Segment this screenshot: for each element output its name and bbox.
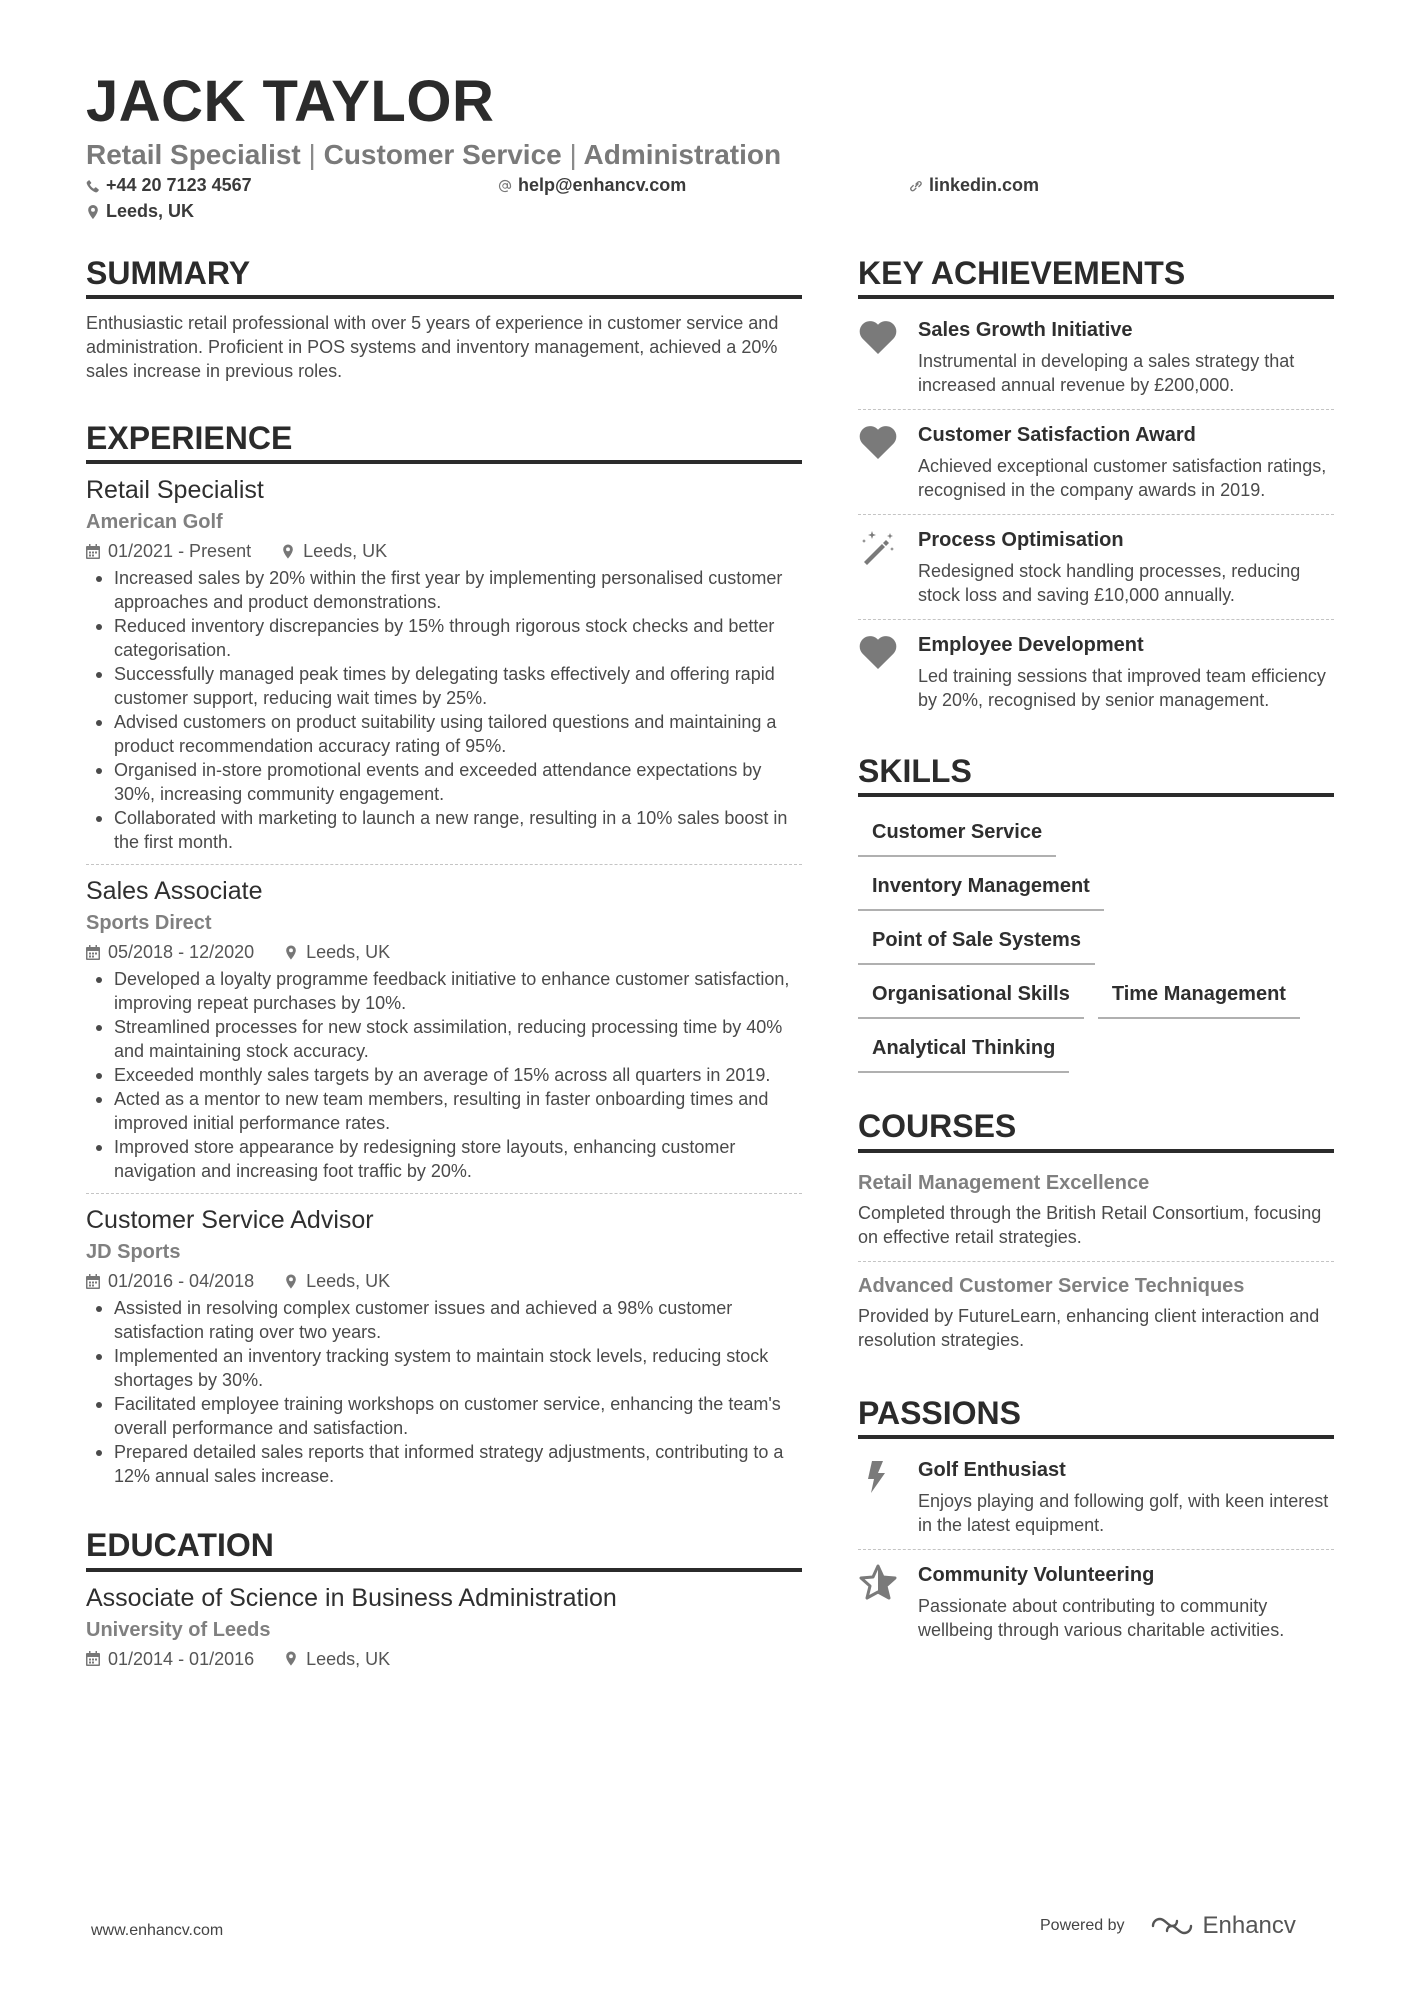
- job-location: Leeds, UK: [306, 1271, 391, 1292]
- email-contact[interactable]: [498, 175, 686, 196]
- passion-desc: Passionate about contributing to community wellbeing through various charitable activities.: [918, 1595, 1285, 1640]
- degree-title: Associate of Science in Business Administration: [86, 1583, 617, 1612]
- calendar-icon: [86, 1651, 100, 1666]
- footer-branding: [1040, 1912, 1296, 1940]
- job-bullets: [86, 1296, 802, 1488]
- course-title: Advanced Customer Service Techniques: [858, 1274, 1245, 1297]
- candidate-name: JACK TAYLOR: [86, 69, 495, 134]
- education-location-wrap: [284, 1646, 390, 1672]
- achievements-list: [858, 305, 1334, 724]
- job-company: Sports Direct: [86, 912, 212, 935]
- achievement-item: [858, 514, 1334, 619]
- job-entry: [86, 864, 802, 1183]
- linkedin-contact[interactable]: [909, 175, 1039, 196]
- magic-wand-icon: [858, 529, 898, 565]
- skill-tag: Analytical Thinking: [858, 1023, 1069, 1073]
- passion-item: [858, 1549, 1334, 1654]
- skill-tag: Time Management: [1098, 969, 1300, 1019]
- job-title: Retail Specialist: [86, 476, 264, 505]
- education-location: Leeds, UK: [306, 1648, 391, 1669]
- job-entry: [86, 1193, 802, 1488]
- job-bullet: Reduced inventory discrepancies by 15% through rigorous stock checks and better categorisation.: [86, 614, 802, 662]
- passions-list: [858, 1445, 1334, 1654]
- achievement-item: [858, 305, 1334, 409]
- map-pin-icon: [284, 945, 298, 960]
- job-bullet: Exceeded monthly sales targets by an average of 15% across all quarters in 2019.: [86, 1063, 802, 1087]
- course-item: [858, 1261, 1334, 1364]
- job-company: JD Sports: [86, 1241, 181, 1264]
- experience-list: [86, 464, 802, 1488]
- job-entry: [86, 464, 802, 854]
- job-dates-wrap: [86, 1268, 254, 1294]
- education-entry: [86, 1572, 802, 1672]
- skill-tag: Point of Sale Systems: [858, 915, 1095, 965]
- skills-list: [858, 797, 1334, 1077]
- email-address: help@enhancv.com: [518, 175, 687, 196]
- left-column: [86, 256, 802, 1672]
- education-dates: 01/2014 - 01/2016: [108, 1648, 255, 1669]
- achievement-icon-wrap: [858, 420, 902, 502]
- linkedin-url: linkedin.com: [929, 175, 1040, 196]
- headline-separator: |: [569, 138, 577, 170]
- achievement-icon-wrap: [858, 315, 902, 397]
- powered-by-label: Powered by: [1040, 1917, 1125, 1934]
- job-bullet: Advised customers on product suitability using tailored questions and maintaining a product recommendation accuracy rating of 95%.: [86, 710, 802, 758]
- contact-info: [86, 175, 1334, 231]
- enhancv-logo-icon: [1149, 1914, 1195, 1938]
- achievement-title: Customer Satisfaction Award: [918, 424, 1196, 447]
- achievement-icon-wrap: [858, 525, 902, 607]
- job-bullet: Developed a loyalty programme feedback initiative to enhance customer satisfaction, improving repeat purchases by 10%.: [86, 967, 802, 1015]
- job-meta: [86, 1268, 802, 1294]
- skill-tag: Customer Service: [858, 807, 1056, 857]
- footer-website[interactable]: www.enhancv.com: [91, 1922, 224, 1939]
- courses-list: [858, 1159, 1334, 1364]
- map-pin-icon: [281, 544, 295, 559]
- job-dates: 05/2018 - 12/2020: [108, 942, 255, 963]
- star-icon: [858, 1564, 898, 1600]
- passion-icon-wrap: [858, 1560, 902, 1642]
- passion-title: Golf Enthusiast: [918, 1458, 1066, 1481]
- map-pin-icon: [284, 1274, 298, 1289]
- passions-heading: PASSIONS: [858, 1396, 1334, 1439]
- map-pin-icon: [86, 205, 100, 219]
- job-location: Leeds, UK: [303, 541, 388, 562]
- skill-tag: Organisational Skills: [858, 969, 1084, 1019]
- course-desc: Completed through the British Retail Consortium, focusing on effective retail strategies.: [858, 1202, 1322, 1247]
- heart-icon: [858, 424, 898, 460]
- school-name: University of Leeds: [86, 1618, 271, 1641]
- courses-heading: COURSES: [858, 1109, 1334, 1152]
- at-sign-icon: [498, 179, 512, 193]
- passion-item: [858, 1445, 1334, 1549]
- education-meta: [86, 1646, 802, 1672]
- link-icon: [909, 179, 923, 193]
- experience-heading: EXPERIENCE: [86, 421, 802, 464]
- job-bullet: Organised in-store promotional events and exceeded attendance expectations by 30%, increasing community engagement.: [86, 758, 802, 806]
- achievements-heading: KEY ACHIEVEMENTS: [858, 256, 1334, 299]
- job-bullet: Implemented an inventory tracking system to maintain stock levels, reducing stock shortages by 30%.: [86, 1344, 802, 1392]
- job-dates: 01/2016 - 04/2018: [108, 1271, 255, 1292]
- job-location-wrap: [284, 939, 390, 965]
- passion-title: Community Volunteering: [918, 1563, 1155, 1586]
- achievement-desc: Achieved exceptional customer satisfaction ratings, recognised in the company awards in 2019.: [918, 456, 1327, 501]
- map-pin-icon: [284, 1651, 298, 1666]
- location-text: Leeds, UK: [106, 201, 195, 222]
- heart-icon: [858, 319, 898, 355]
- achievement-desc: Instrumental in developing a sales strategy that increased annual revenue by £200,000.: [918, 351, 1295, 396]
- job-bullet: Assisted in resolving complex customer issues and achieved a 98% customer satisfaction rating over two years.: [86, 1296, 802, 1344]
- skills-heading: SKILLS: [858, 754, 1334, 797]
- location-contact: [86, 201, 194, 222]
- calendar-icon: [86, 1274, 100, 1289]
- achievement-title: Employee Development: [918, 634, 1144, 657]
- job-location-wrap: [281, 538, 387, 564]
- job-bullet: Facilitated employee training workshops on customer service, enhancing the team's overall performance and satisfaction.: [86, 1392, 802, 1440]
- brand-logo[interactable]: [1149, 1912, 1296, 1940]
- phone-contact[interactable]: [86, 175, 252, 196]
- skill-tag: Inventory Management: [858, 861, 1104, 911]
- job-bullets: [86, 566, 802, 854]
- job-dates: 01/2021 - Present: [108, 541, 252, 562]
- job-dates-wrap: [86, 939, 254, 965]
- headline: [86, 138, 1334, 172]
- course-item: [858, 1159, 1334, 1261]
- headline-role-3: Administration: [583, 138, 782, 170]
- resume-page: [86, 69, 1334, 1669]
- phone-number: +44 20 7123 4567: [106, 175, 252, 196]
- job-dates-wrap: [86, 538, 251, 564]
- headline-role-2: Customer Service: [323, 138, 562, 170]
- brand-name: Enhancv: [1202, 1912, 1296, 1939]
- lightning-bolt-icon: [858, 1459, 898, 1495]
- course-title: Retail Management Excellence: [858, 1171, 1150, 1194]
- job-bullet: Streamlined processes for new stock assimilation, reducing processing time by 40% and maintaining stock accuracy.: [86, 1015, 802, 1063]
- headline-separator: |: [308, 138, 316, 170]
- summary-text: Enthusiastic retail professional with over 5 years of experience in customer service and administration. Proficient in POS systems and inventory management, achieved a 20% sales increase in previous roles.: [86, 313, 779, 382]
- job-bullet: Acted as a mentor to new team members, resulting in faster onboarding times and improved initial performance rates.: [86, 1087, 802, 1135]
- phone-icon: [86, 179, 100, 193]
- job-bullet: Successfully managed peak times by delegating tasks effectively and offering rapid customer support, reducing wait times by 25%.: [86, 662, 802, 710]
- achievement-desc: Redesigned stock handling processes, reducing stock loss and saving £10,000 annually.: [918, 561, 1301, 606]
- job-bullet: Improved store appearance by redesigning store layouts, enhancing customer navigation and increasing foot traffic by 20%.: [86, 1135, 802, 1183]
- achievement-item: [858, 409, 1334, 514]
- achievement-icon-wrap: [858, 630, 902, 712]
- calendar-icon: [86, 544, 100, 559]
- right-column: [858, 256, 1334, 1654]
- achievement-title: Sales Growth Initiative: [918, 319, 1133, 342]
- job-title: Customer Service Advisor: [86, 1206, 374, 1235]
- job-company: American Golf: [86, 511, 223, 534]
- education-dates-wrap: [86, 1646, 254, 1672]
- job-bullet: Prepared detailed sales reports that informed strategy adjustments, contributing to a 12% annual sales increase.: [86, 1440, 802, 1488]
- summary-heading: SUMMARY: [86, 256, 802, 299]
- job-location-wrap: [284, 1268, 390, 1294]
- calendar-icon: [86, 945, 100, 960]
- achievement-title: Process Optimisation: [918, 529, 1124, 552]
- passion-desc: Enjoys playing and following golf, with keen interest in the latest equipment.: [918, 1490, 1329, 1535]
- job-location: Leeds, UK: [306, 942, 391, 963]
- job-meta: [86, 538, 802, 564]
- job-title: Sales Associate: [86, 877, 263, 906]
- achievement-desc: Led training sessions that improved team efficiency by 20%, recognised by senior management.: [918, 666, 1326, 711]
- education-heading: EDUCATION: [86, 1528, 802, 1571]
- course-desc: Provided by FutureLearn, enhancing client interaction and resolution strategies.: [858, 1305, 1320, 1350]
- headline-role-1: Retail Specialist: [86, 138, 301, 170]
- job-bullet: Collaborated with marketing to launch a new range, resulting in a 10% sales boost in the first month.: [86, 806, 802, 854]
- job-bullets: [86, 967, 802, 1183]
- passion-icon-wrap: [858, 1455, 902, 1537]
- job-bullet: Increased sales by 20% within the first year by implementing personalised customer approaches and product demonstrations.: [86, 566, 802, 614]
- job-meta: [86, 939, 802, 965]
- heart-icon: [858, 634, 898, 670]
- achievement-item: [858, 619, 1334, 724]
